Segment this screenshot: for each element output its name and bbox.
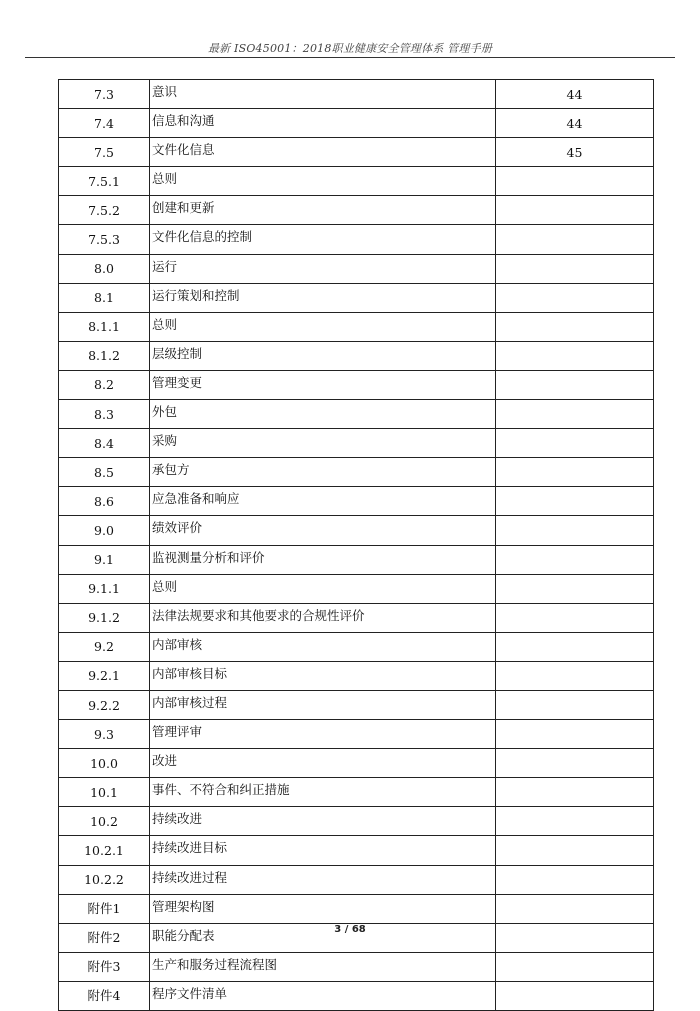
toc-page-number — [496, 312, 654, 341]
toc-page-number — [496, 458, 654, 487]
table-row — [59, 458, 654, 487]
toc-section-number: 7.5.1 — [59, 167, 150, 196]
toc-section-title: 应急准备和响应 — [150, 487, 496, 516]
toc-page-number — [496, 749, 654, 778]
toc-section-title: 管理架构图 — [150, 894, 496, 923]
table-row — [59, 574, 654, 603]
toc-section-number: 9.0 — [59, 516, 150, 545]
toc-section-title: 生产和服务过程流程图 — [150, 952, 496, 981]
table-row — [59, 225, 654, 254]
table-row — [59, 894, 654, 923]
toc-page-number — [496, 400, 654, 429]
toc-page-number — [496, 894, 654, 923]
toc-page-number: 44 — [496, 109, 654, 138]
table-row — [59, 661, 654, 690]
toc-section-number: 8.5 — [59, 458, 150, 487]
toc-section-title: 文件化信息的控制 — [150, 225, 496, 254]
toc-section-title: 外包 — [150, 400, 496, 429]
toc-section-number: 7.3 — [59, 80, 150, 109]
toc-section-number: 8.0 — [59, 254, 150, 283]
table-row — [59, 603, 654, 632]
toc-section-title: 运行策划和控制 — [150, 283, 496, 312]
toc-page-number — [496, 370, 654, 399]
toc-section-title: 采购 — [150, 429, 496, 458]
toc-section-number: 8.1 — [59, 283, 150, 312]
toc-section-title: 管理变更 — [150, 370, 496, 399]
toc-section-title: 文件化信息 — [150, 138, 496, 167]
toc-section-title: 内部审核 — [150, 632, 496, 661]
table-row — [59, 487, 654, 516]
toc-page-number: 45 — [496, 138, 654, 167]
toc-section-number: 9.1.1 — [59, 574, 150, 603]
toc-page-number — [496, 690, 654, 719]
toc-section-number: 9.3 — [59, 720, 150, 749]
toc-section-title: 持续改进 — [150, 807, 496, 836]
toc-section-number: 7.5 — [59, 138, 150, 167]
header-divider — [25, 57, 675, 58]
table-row — [59, 778, 654, 807]
table-row — [59, 138, 654, 167]
toc-section-number: 10.2.2 — [59, 865, 150, 894]
toc-section-number: 附件3 — [59, 952, 150, 981]
toc-section-title: 承包方 — [150, 458, 496, 487]
toc-section-title: 绩效评价 — [150, 516, 496, 545]
toc-page-number — [496, 429, 654, 458]
toc-page-number — [496, 981, 654, 1010]
toc-section-number: 10.1 — [59, 778, 150, 807]
toc-section-title: 持续改进目标 — [150, 836, 496, 865]
toc-section-title: 管理评审 — [150, 720, 496, 749]
table-row — [59, 952, 654, 981]
toc-section-number: 7.4 — [59, 109, 150, 138]
table-row — [59, 312, 654, 341]
toc-page-number — [496, 545, 654, 574]
toc-section-title: 创建和更新 — [150, 196, 496, 225]
toc-section-number: 10.0 — [59, 749, 150, 778]
toc-page-number — [496, 778, 654, 807]
toc-page-number — [496, 341, 654, 370]
toc-page-number — [496, 574, 654, 603]
table-row — [59, 749, 654, 778]
toc-section-title: 事件、不符合和纠正措施 — [150, 778, 496, 807]
toc-section-number: 8.1.1 — [59, 312, 150, 341]
table-row — [59, 341, 654, 370]
table-row — [59, 167, 654, 196]
toc-section-title: 层级控制 — [150, 341, 496, 370]
table-row — [59, 254, 654, 283]
toc-section-number: 9.2.2 — [59, 690, 150, 719]
table-row — [59, 720, 654, 749]
toc-section-number: 附件1 — [59, 894, 150, 923]
toc-section-title: 运行 — [150, 254, 496, 283]
table-row — [59, 516, 654, 545]
toc-section-number: 7.5.3 — [59, 225, 150, 254]
table-row — [59, 807, 654, 836]
toc-section-number: 10.2.1 — [59, 836, 150, 865]
toc-page-number — [496, 283, 654, 312]
toc-section-title: 改进 — [150, 749, 496, 778]
table-row — [59, 283, 654, 312]
toc-section-number: 10.2 — [59, 807, 150, 836]
toc-section-number: 8.4 — [59, 429, 150, 458]
toc-section-number: 8.6 — [59, 487, 150, 516]
toc-section-number: 9.2.1 — [59, 661, 150, 690]
table-of-contents — [58, 79, 654, 1011]
toc-page-number — [496, 254, 654, 283]
toc-section-title: 意识 — [150, 80, 496, 109]
table-row — [59, 370, 654, 399]
toc-page-number — [496, 196, 654, 225]
running-header: 最新 ISO45001：2018职业健康安全管理体系 管理手册 — [207, 42, 493, 55]
toc-section-number: 8.3 — [59, 400, 150, 429]
toc-section-title: 程序文件清单 — [150, 981, 496, 1010]
toc-page-number — [496, 487, 654, 516]
toc-section-number: 8.1.2 — [59, 341, 150, 370]
table-row — [59, 836, 654, 865]
toc-page-number — [496, 836, 654, 865]
toc-section-number: 附件4 — [59, 981, 150, 1010]
table-row — [59, 632, 654, 661]
toc-section-number: 7.5.2 — [59, 196, 150, 225]
toc-page-number — [496, 952, 654, 981]
toc-section-number: 8.2 — [59, 370, 150, 399]
table-row — [59, 981, 654, 1010]
table-row — [59, 865, 654, 894]
toc-page-number — [496, 720, 654, 749]
toc-page-number — [496, 167, 654, 196]
table-row — [59, 196, 654, 225]
toc-section-title: 总则 — [150, 312, 496, 341]
table-row — [59, 545, 654, 574]
toc-section-number: 附件2 — [59, 923, 150, 952]
page-number: 3 / 68 — [334, 924, 366, 935]
toc-body — [59, 80, 654, 1011]
toc-section-title: 职能分配表 — [150, 923, 496, 952]
toc-section-title: 总则 — [150, 574, 496, 603]
toc-page-number — [496, 807, 654, 836]
toc-section-title: 监视测量分析和评价 — [150, 545, 496, 574]
toc-section-title: 内部审核过程 — [150, 690, 496, 719]
toc-page-number — [496, 225, 654, 254]
toc-section-title: 内部审核目标 — [150, 661, 496, 690]
toc-page-number — [496, 516, 654, 545]
table-row — [59, 690, 654, 719]
toc-section-title: 持续改进过程 — [150, 865, 496, 894]
toc-page-number — [496, 632, 654, 661]
toc-page-number — [496, 603, 654, 632]
toc-section-title: 总则 — [150, 167, 496, 196]
table-row — [59, 109, 654, 138]
toc-section-number: 9.1.2 — [59, 603, 150, 632]
toc-page-number — [496, 865, 654, 894]
toc-section-number: 9.2 — [59, 632, 150, 661]
toc-section-title: 信息和沟通 — [150, 109, 496, 138]
table-row — [59, 429, 654, 458]
toc-page-number — [496, 661, 654, 690]
toc-section-number: 9.1 — [59, 545, 150, 574]
toc-page-number: 44 — [496, 80, 654, 109]
toc-section-title: 法律法规要求和其他要求的合规性评价 — [150, 603, 496, 632]
table-row — [59, 80, 654, 109]
table-row — [59, 400, 654, 429]
